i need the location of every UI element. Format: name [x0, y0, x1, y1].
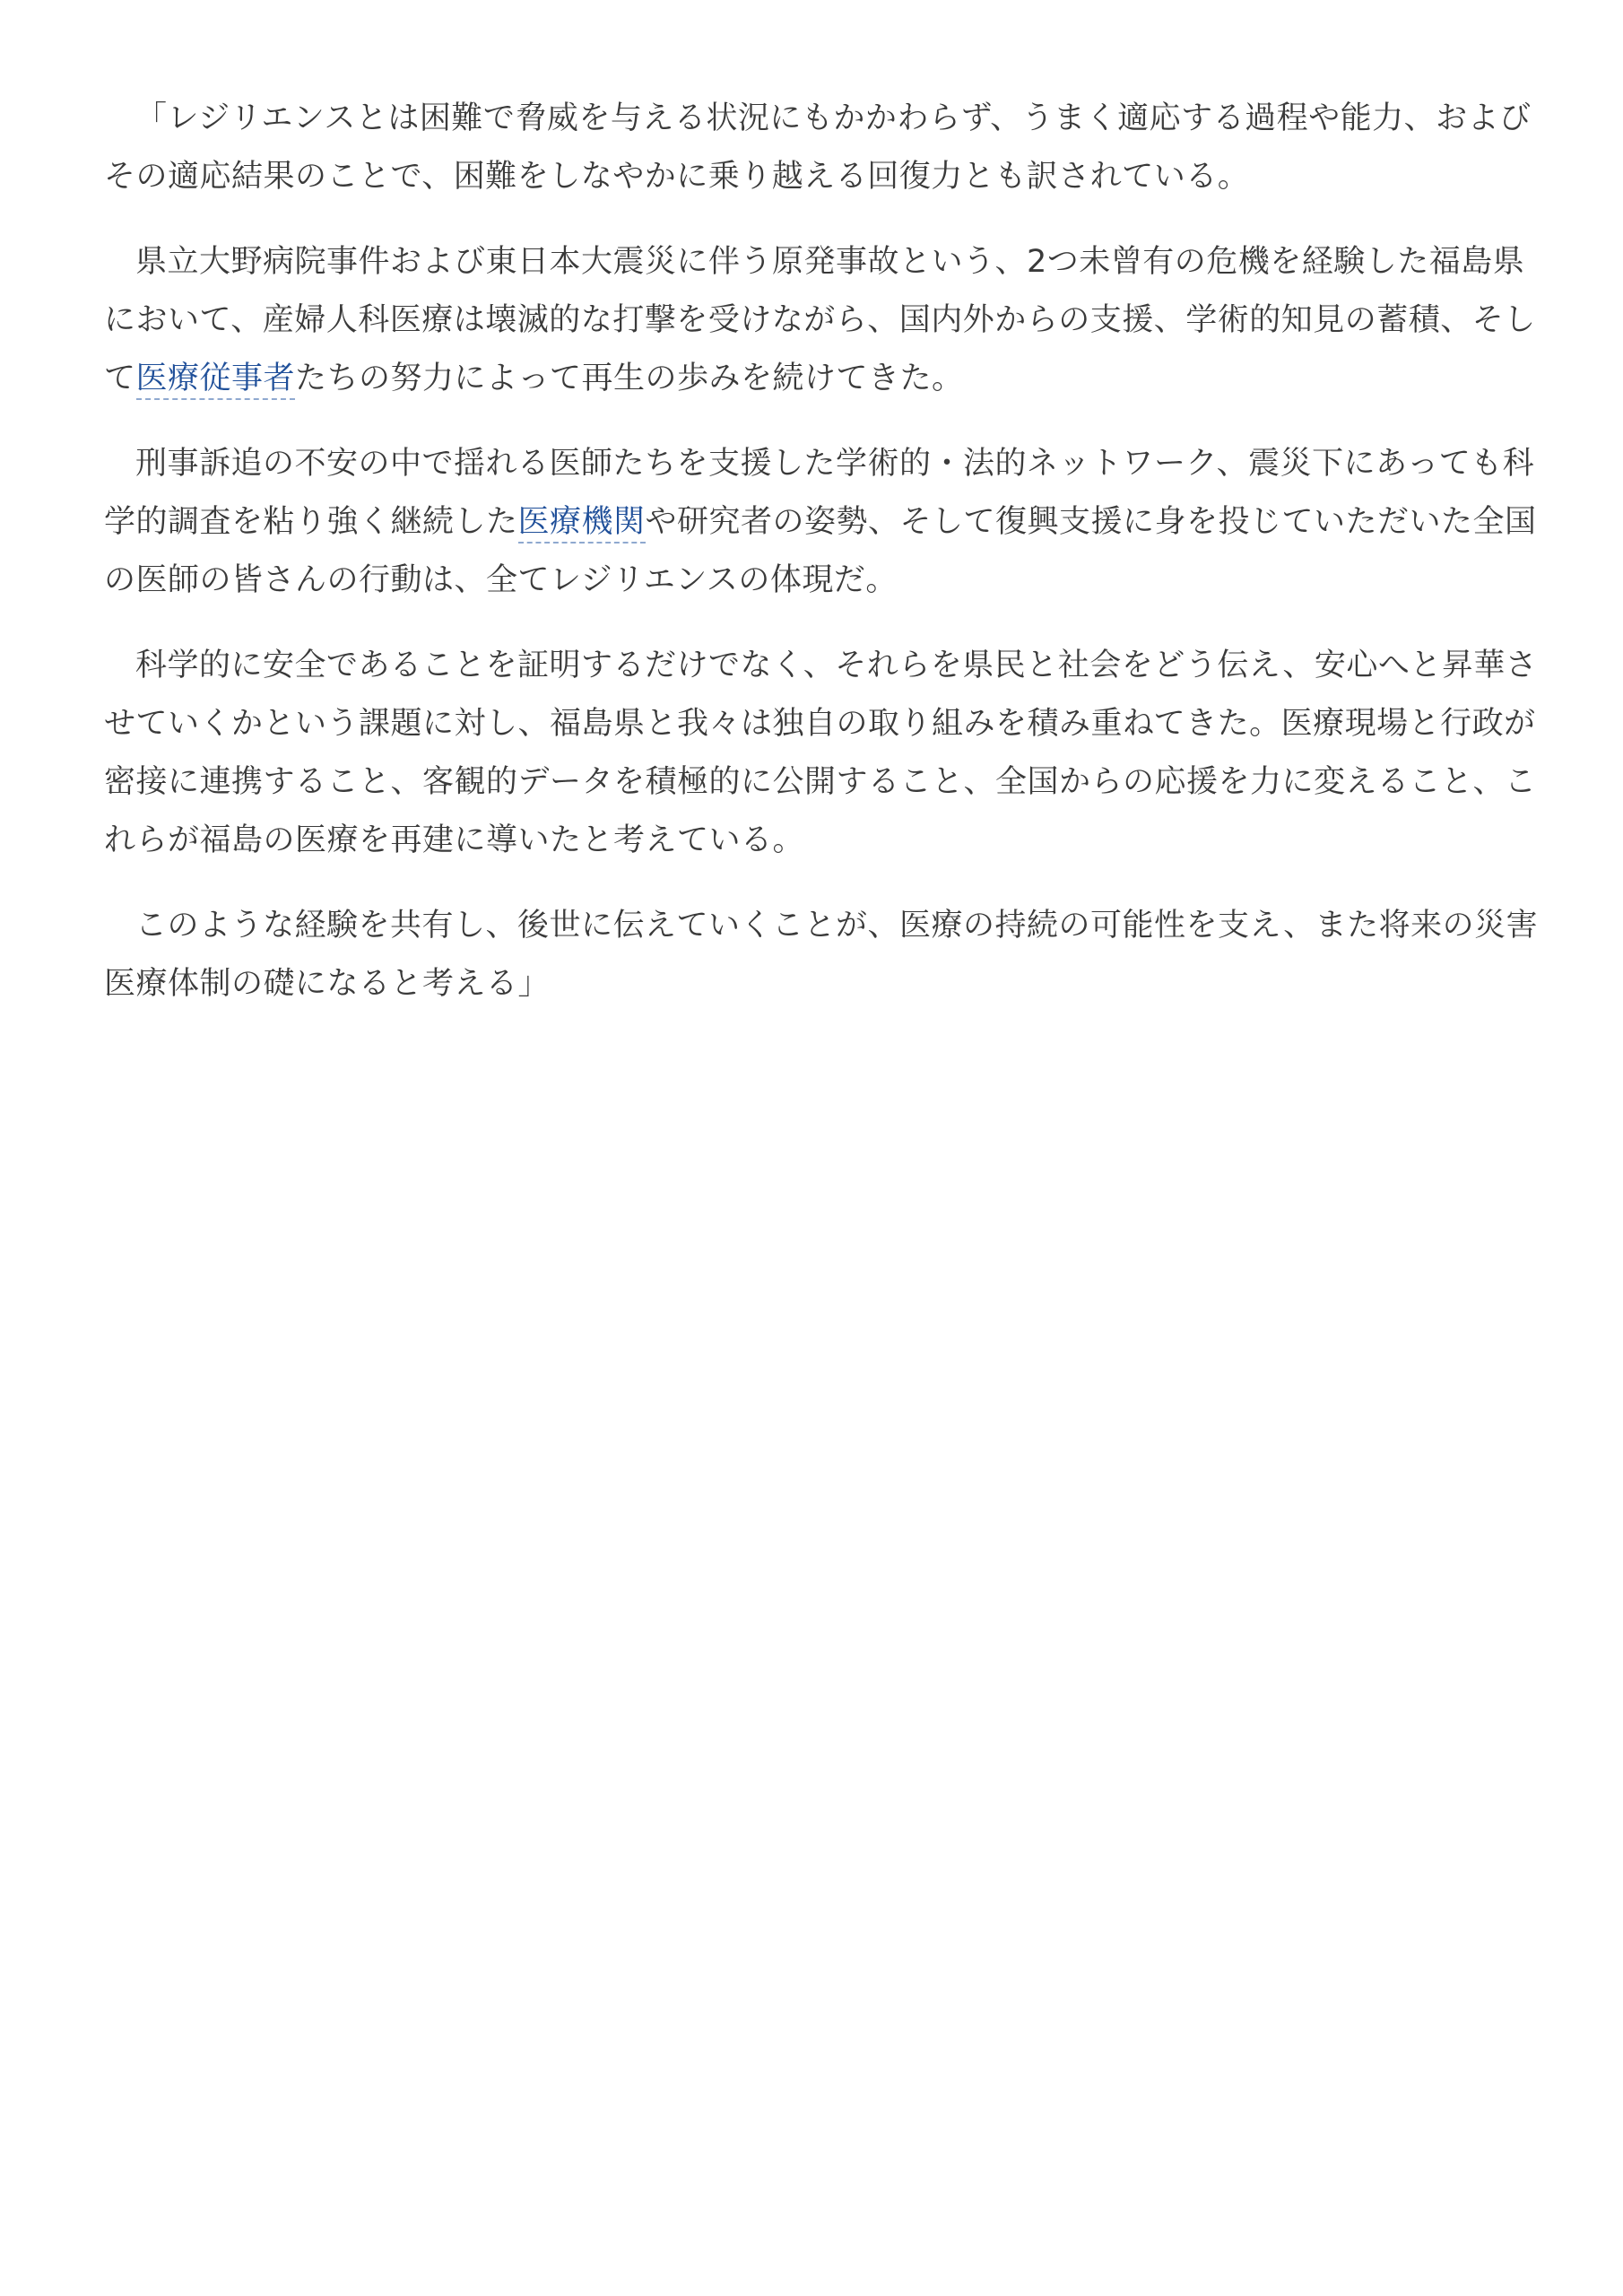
term-link-iryo-kikan[interactable]: 医療機関 [518, 504, 646, 544]
paragraph-4 [104, 637, 1548, 870]
paragraph-text: このような経験を共有し、後世に伝えていくことが、医療の持続の可能性を支え、また将来の災害医療体制の礎になると考える」 [104, 908, 1539, 1002]
paragraph-text: 県立大野病院事件および東日本大震災に伴う原発事故という、2つ未曾有の危機を経験した福島県において、産婦人科医療は壊滅的な打撃を受けながら、国内外からの支援、学術的知見の蓄積、そして [104, 244, 1536, 396]
paragraph-text: 「レジリエンスとは困難で脅威を与える状況にもかかわらず、うまく適応する過程や能力、およびその適応結果のことで、困難をしなやかに乗り越える回復力とも訳されている。 [104, 100, 1532, 195]
article-body [104, 90, 1548, 1013]
paragraph-text: たちの努力によって再生の歩みを続けてきた。 [295, 361, 964, 396]
paragraph-text: や研究者の姿勢、そして復興支援に身を投じていただいた全国の医師の皆さんの行動は、全てレジリエンスの体現だ。 [104, 504, 1537, 598]
paragraph-text: 科学的に安全であることを証明するだけでなく、それらを県民と社会をどう伝え、安心へと昇華させていくかという課題に対し、福島県と我々は独自の取り組みを積み重ねてきた。医療現場と行政が密接に連携すること、客観的データを積極的に公開すること、全国からの応援を力に変えること、これらが福島の医療を再建に導いたと考えている。 [104, 648, 1538, 858]
term-link-iryo-jujisha[interactable]: 医療従事者 [136, 361, 296, 400]
paragraph-5 [104, 897, 1548, 1013]
paragraph-2 [104, 233, 1548, 408]
paragraph-text: 刑事訴追の不安の中で揺れる医師たちを支援した学術的・法的ネットワーク、震災下にあっても科学的調査を粘り強く継続した [104, 446, 1535, 540]
paragraph-3 [104, 435, 1548, 610]
paragraph-1 [104, 90, 1548, 206]
